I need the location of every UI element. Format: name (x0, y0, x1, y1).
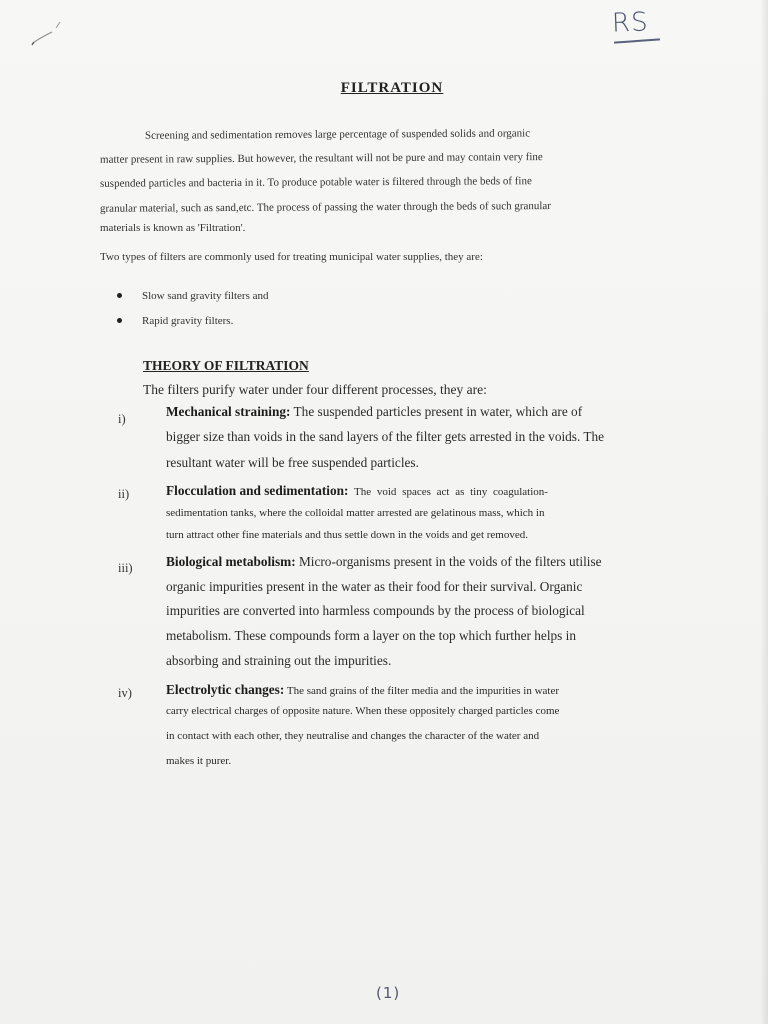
process-text: The void spaces act as tiny coagulation- (348, 486, 548, 498)
process-line (166, 482, 548, 500)
process-line: turn attract other fine materials and thus settle down in the voids and get removed. (166, 529, 528, 541)
process-line: organic impurities present in the water as their food for their survival. Organic (166, 579, 583, 594)
bullet-text: Slow sand gravity filters and (142, 290, 269, 302)
intro-line-4: granular material, such as sand,etc. The process of passing the water through the beds of such granular (99, 200, 552, 215)
initials-underline (614, 38, 660, 43)
process-line: absorbing and straining out the impurities. (166, 653, 392, 668)
process-line (166, 681, 559, 699)
process-numeral: iv) (118, 686, 132, 700)
intro-line-2: matter present in raw supplies. But however, the resultant will not be pure and may contain very fine (99, 151, 543, 166)
handwritten-initials: RS (611, 7, 650, 39)
bullet-text: Rapid gravity filters. (142, 315, 234, 327)
page-edge-shadow (760, 0, 768, 1024)
process-line: impurities are converted into harmless compounds by the process of biological (166, 603, 585, 618)
process-numeral: i) (118, 412, 126, 426)
bullet-item (118, 315, 233, 327)
process-line: carry electrical charges of opposite nature. When these oppositely charged particles come (166, 705, 560, 717)
process-line: resultant water will be free suspended particles. (166, 455, 419, 470)
process-line: metabolism. These compounds form a layer on the top which further helps in (166, 628, 577, 643)
bullet-icon (117, 318, 122, 323)
process-term: Flocculation and sedimentation: (166, 483, 349, 498)
page-title: FILTRATION (340, 80, 444, 96)
process-numeral: iii) (118, 561, 133, 575)
process-line: sedimentation tanks, where the colloidal matter arrested are gelatinous mass, which in (166, 507, 545, 519)
process-line (166, 554, 602, 570)
section-heading: THEORY OF FILTRATION (143, 358, 309, 373)
bullet-item (118, 290, 268, 302)
process-term: Electrolytic changes: (166, 682, 285, 697)
intro-line-5: materials is known as 'Filtration'. (100, 222, 246, 234)
bullet-icon (117, 293, 122, 298)
process-line (166, 404, 582, 420)
section-intro: The filters purify water under four different processes, they are: (143, 382, 487, 397)
process-line: bigger size than voids in the sand layers of the filter gets arrested in the voids. The (166, 429, 605, 444)
process-term: Biological metabolism: (166, 554, 296, 569)
process-numeral: ii) (118, 487, 130, 501)
types-sentence: Two types of filters are commonly used for treating municipal water supplies, they are: (100, 251, 483, 263)
intro-line-1: Screening and sedimentation removes large percentage of suspended solids and organic (144, 127, 531, 142)
process-line: in contact with each other, they neutralise and changes the character of the water and (166, 730, 540, 742)
process-text: The suspended particles present in water, which are of (290, 404, 583, 419)
process-line: makes it purer. (166, 755, 232, 767)
page-number: (1) (376, 984, 401, 1002)
process-text: The sand grains of the filter media and the impurities in water (284, 685, 560, 697)
pen-mark (22, 18, 70, 52)
process-term: Mechanical straining: (166, 404, 291, 419)
process-text: Micro-organisms present in the voids of the filters utilise (295, 554, 602, 569)
intro-line-3: suspended particles and bacteria in it. To produce potable water is filtered through the beds of fine (99, 175, 532, 190)
